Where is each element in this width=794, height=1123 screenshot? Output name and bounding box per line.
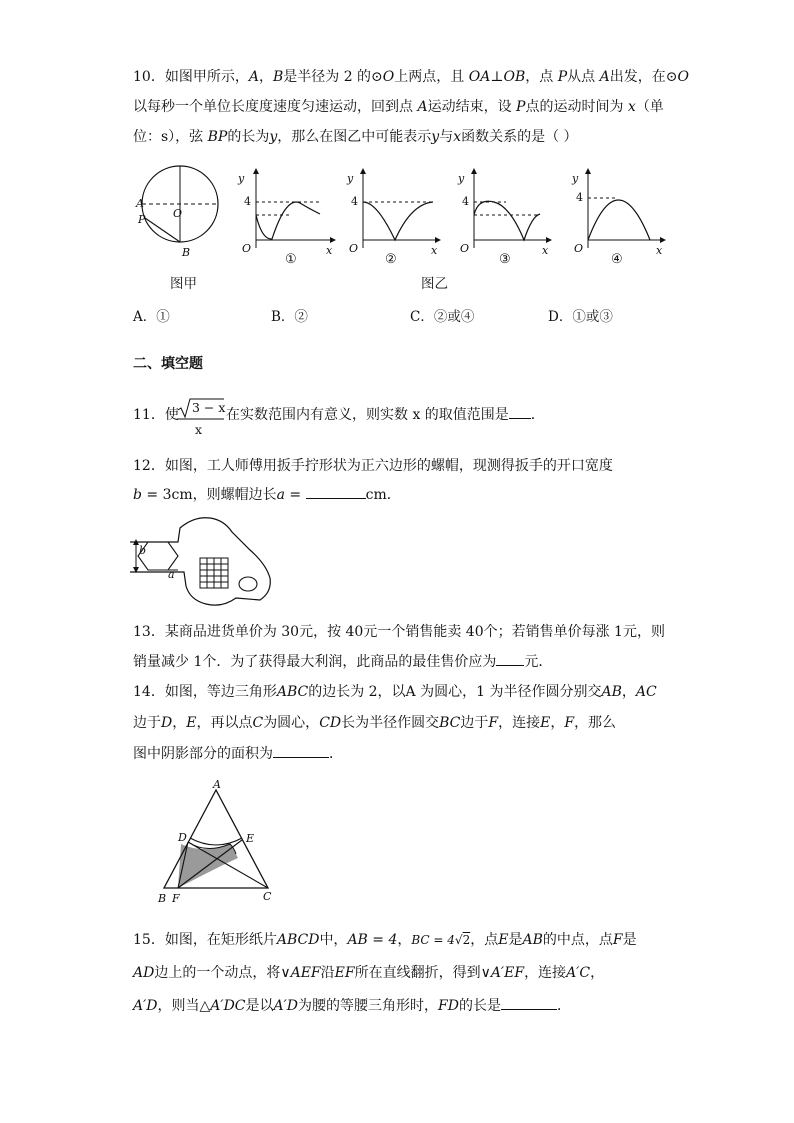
label-B: B: [182, 246, 191, 259]
var-B: B: [272, 69, 284, 85]
var-ABCD: ABCD: [276, 932, 320, 948]
var-F: F: [488, 715, 499, 731]
graph-number-3: ③: [499, 252, 511, 267]
q13-line-2: [133, 651, 552, 673]
curve-3: [474, 201, 540, 240]
expr-OA-perp-OB: OA⊥OB: [468, 69, 526, 85]
var-P: P: [516, 99, 526, 115]
y-axis-arrow: [471, 168, 477, 174]
var-x: x: [453, 129, 462, 145]
answer-blank[interactable]: [273, 743, 329, 758]
graph-3: [454, 168, 554, 256]
label-y: y: [458, 172, 465, 185]
q10-line-1: [133, 66, 689, 88]
q10-text: 点的运动时间为: [525, 99, 628, 115]
q10-text: 从点: [567, 69, 600, 85]
q10-text: （单: [635, 99, 664, 115]
figure-circle: [130, 160, 230, 260]
q14-text: ，: [550, 715, 565, 731]
var-E: E: [498, 932, 509, 948]
q11-prefix: 11．使: [133, 407, 179, 423]
label-O: O: [460, 242, 470, 255]
q14-text: ，再以点: [196, 715, 253, 731]
curve-2: [363, 202, 433, 240]
q14-text: 图中阴影部分的面积为: [133, 746, 273, 762]
q14-text: ，: [172, 715, 187, 731]
q12-text: = 3cm: [141, 487, 193, 503]
graph-2: [343, 168, 443, 256]
x-axis-arrow: [435, 237, 441, 243]
q14-text: 长为半径作圆交: [341, 715, 440, 731]
q14-line-2: [133, 712, 616, 734]
var-O: O: [382, 69, 395, 85]
q14-text: 边于: [133, 715, 161, 731]
label-4: 4: [244, 195, 251, 208]
q15-text: ，则当: [157, 998, 200, 1014]
radicand: 3 − x: [192, 400, 226, 415]
answer-blank[interactable]: [509, 404, 531, 419]
var-ApD: A′D: [133, 998, 158, 1014]
answer-blank[interactable]: [496, 651, 524, 666]
q10-text: 是半径为 2 的⊙: [283, 69, 383, 85]
q15-text: 的长是: [458, 998, 501, 1014]
q12-text: =: [284, 487, 306, 503]
q15-text: 是以: [245, 998, 274, 1014]
q10-text: 10．如图甲所示，: [133, 69, 249, 85]
wrench-figure: [128, 512, 276, 612]
x-axis-arrow: [546, 237, 552, 243]
q11-suffix: [226, 404, 545, 426]
label-x: x: [326, 244, 333, 257]
graph-number-1: ①: [285, 252, 297, 267]
var-AB: AB: [601, 684, 622, 700]
graph-1: [234, 168, 334, 256]
var-F: F: [612, 932, 623, 948]
label-A: A: [136, 197, 144, 210]
q12-text: ，则螺帽边长: [192, 487, 277, 503]
q14-text: ，连接: [498, 715, 541, 731]
triangle-figure: [150, 780, 290, 910]
label-A: A: [213, 778, 221, 791]
q12-line-1: 12．如图，工人师傅用扳手拧形状为正六边形的螺帽，现测得扳手的开口宽度: [133, 458, 613, 474]
var-tri-AprimeEF: ∨A′EF: [480, 965, 525, 981]
var-tri-AEF: ∨AEF: [280, 965, 321, 981]
q11-text: ．: [530, 407, 545, 423]
q15-text: ，连接: [524, 965, 567, 981]
denominator: x: [195, 422, 203, 437]
var-ABC: ABC: [276, 684, 309, 700]
var-F: F: [564, 715, 575, 731]
var-y: y: [269, 129, 278, 145]
q15-text: ，: [590, 965, 605, 981]
q12-text: cm．: [365, 487, 401, 503]
q15-text: 中，: [319, 932, 348, 948]
label-x: x: [431, 244, 438, 257]
label-O: O: [242, 242, 252, 255]
var-E: E: [186, 715, 197, 731]
var-A: A: [248, 69, 259, 85]
q14-line-1: [133, 681, 657, 703]
var-AD: AD: [133, 965, 155, 981]
q14-text: ，那么: [574, 715, 617, 731]
caption-jia: 图甲: [170, 276, 197, 292]
q15-line-1: [133, 929, 637, 951]
q15-text: 是: [622, 932, 637, 948]
q10-text: ，那么在图乙中可能表示: [277, 129, 432, 145]
q12-line-2: [133, 484, 401, 506]
y-axis-arrow: [585, 168, 591, 174]
answer-blank[interactable]: [501, 995, 557, 1010]
x-axis-arrow: [330, 237, 336, 243]
q10-text: 出发，在⊙: [609, 69, 678, 85]
q10-text: 位：s），弦: [133, 129, 208, 145]
caption-yi: 图乙: [421, 276, 448, 292]
label-B: B: [158, 892, 167, 905]
var-x: x: [627, 99, 636, 115]
q14-text: 的边长为 2，以A 为圆心，1 为半径作圆分别交: [308, 684, 602, 700]
q15-text: ，: [397, 932, 412, 948]
var-C: C: [252, 715, 264, 731]
q11-text: 在实数范围内有意义，则实数 x 的取值范围是: [226, 407, 509, 423]
label-O: O: [574, 242, 584, 255]
q13-text: 销量减少 1个．为了获得最大利润，此商品的最佳售价应为: [133, 654, 497, 670]
label-b: b: [139, 544, 147, 557]
q13-line-1: 13．某商品进货单价为 30元，按 40元一个销售能卖 40个；若销售单价每涨 1元，则: [133, 624, 665, 640]
option-D[interactable]: D．①或③: [548, 309, 613, 325]
q15-text: 为腰的等腰三角形时，: [298, 998, 439, 1014]
q10-text: 的长为: [227, 129, 270, 145]
var-BP: BP: [207, 129, 228, 145]
label-y: y: [238, 172, 245, 185]
q10-text: 运动结束，设: [427, 99, 517, 115]
var-A: A: [599, 69, 610, 85]
var-AC: AC: [635, 684, 657, 700]
var-b: b: [133, 487, 142, 503]
q15-text: ，点: [470, 932, 499, 948]
var-D: D: [161, 715, 173, 731]
var-EF: EF: [334, 965, 355, 981]
graph-4: [568, 168, 668, 256]
q15-line-3: [133, 995, 571, 1017]
var-BC: BC: [439, 715, 461, 731]
label-y: y: [572, 172, 579, 185]
label-a: a: [168, 568, 175, 581]
q15-text: 沿: [320, 965, 335, 981]
q14-line-3: [133, 743, 343, 765]
q10-line-3: [133, 126, 578, 148]
label-4: 4: [351, 195, 358, 208]
y-axis-arrow: [253, 168, 259, 174]
label-4: 4: [462, 195, 469, 208]
var-AB: AB: [522, 932, 543, 948]
label-x: x: [542, 244, 549, 257]
q14-text: 边于: [460, 715, 489, 731]
y-axis-arrow: [360, 168, 366, 174]
q10-text: ，: [258, 69, 273, 85]
option-A[interactable]: A．①: [133, 309, 170, 325]
var-tri-ApDC: △A′DC: [199, 998, 246, 1014]
expr-BC: BC = 4: [411, 933, 455, 947]
var-CD: CD: [319, 715, 342, 731]
label-O: O: [173, 207, 183, 220]
q10-text: 上两点，且: [394, 69, 469, 85]
q10-text: 以每秒一个单位长度度速度匀速运动，回到点: [133, 99, 418, 115]
q14-text: ，: [621, 684, 636, 700]
section-heading: 二、填空题: [133, 356, 203, 372]
answer-blank[interactable]: [306, 484, 366, 499]
graph-number-2: ②: [385, 252, 397, 267]
expr-AB-4: AB = 4: [347, 932, 398, 948]
q15-text: 是: [508, 932, 523, 948]
label-y: y: [347, 172, 354, 185]
sqrt-2: √2: [454, 933, 471, 947]
label-C: C: [263, 890, 272, 903]
var-a: a: [276, 487, 285, 503]
var-y: y: [431, 129, 440, 145]
var-P: P: [557, 69, 568, 85]
label-E: E: [246, 832, 255, 845]
label-P: P: [138, 213, 146, 226]
curve-4: [588, 200, 650, 240]
q15-text: 所在直线翻折，得到: [354, 965, 481, 981]
label-D: D: [178, 831, 187, 844]
label-O: O: [349, 242, 359, 255]
q10-text: ，点: [525, 69, 558, 85]
q10-text: 与: [439, 129, 454, 145]
var-FD: FD: [438, 998, 459, 1014]
q14-text: ．: [329, 746, 343, 762]
label-x: x: [656, 244, 663, 257]
var-A: A: [417, 99, 428, 115]
x-axis-arrow: [660, 237, 666, 243]
var-E: E: [540, 715, 551, 731]
curve-1: [256, 202, 320, 239]
q13-text: 元．: [524, 654, 553, 670]
graph-number-4: ④: [611, 252, 623, 267]
sqrt-2-radicand: 2: [462, 933, 471, 947]
var-ApD: A′D: [273, 998, 299, 1014]
q15-text: ．: [556, 998, 571, 1014]
wrench-hole: [239, 577, 257, 591]
var-ApC: A′C: [566, 965, 591, 981]
option-B[interactable]: B．②: [271, 309, 308, 325]
q15-text: 边上的一个动点，将: [154, 965, 281, 981]
option-C[interactable]: C．②或④: [410, 309, 475, 325]
arc-DE: [190, 838, 242, 845]
var-O: O: [677, 69, 689, 85]
q14-text: 为圆心，: [263, 715, 320, 731]
q14-text: 14．如图，等边三角形: [133, 684, 277, 700]
label-F: F: [172, 892, 180, 905]
q15-line-2: [133, 962, 604, 984]
q15-text: 的中点，点: [542, 932, 613, 948]
q15-text: 15．如图，在矩形纸片: [133, 932, 277, 948]
q10-text: 函数关系的是（ ）: [461, 129, 578, 145]
q10-line-2: [133, 96, 664, 118]
label-4: 4: [576, 191, 583, 204]
